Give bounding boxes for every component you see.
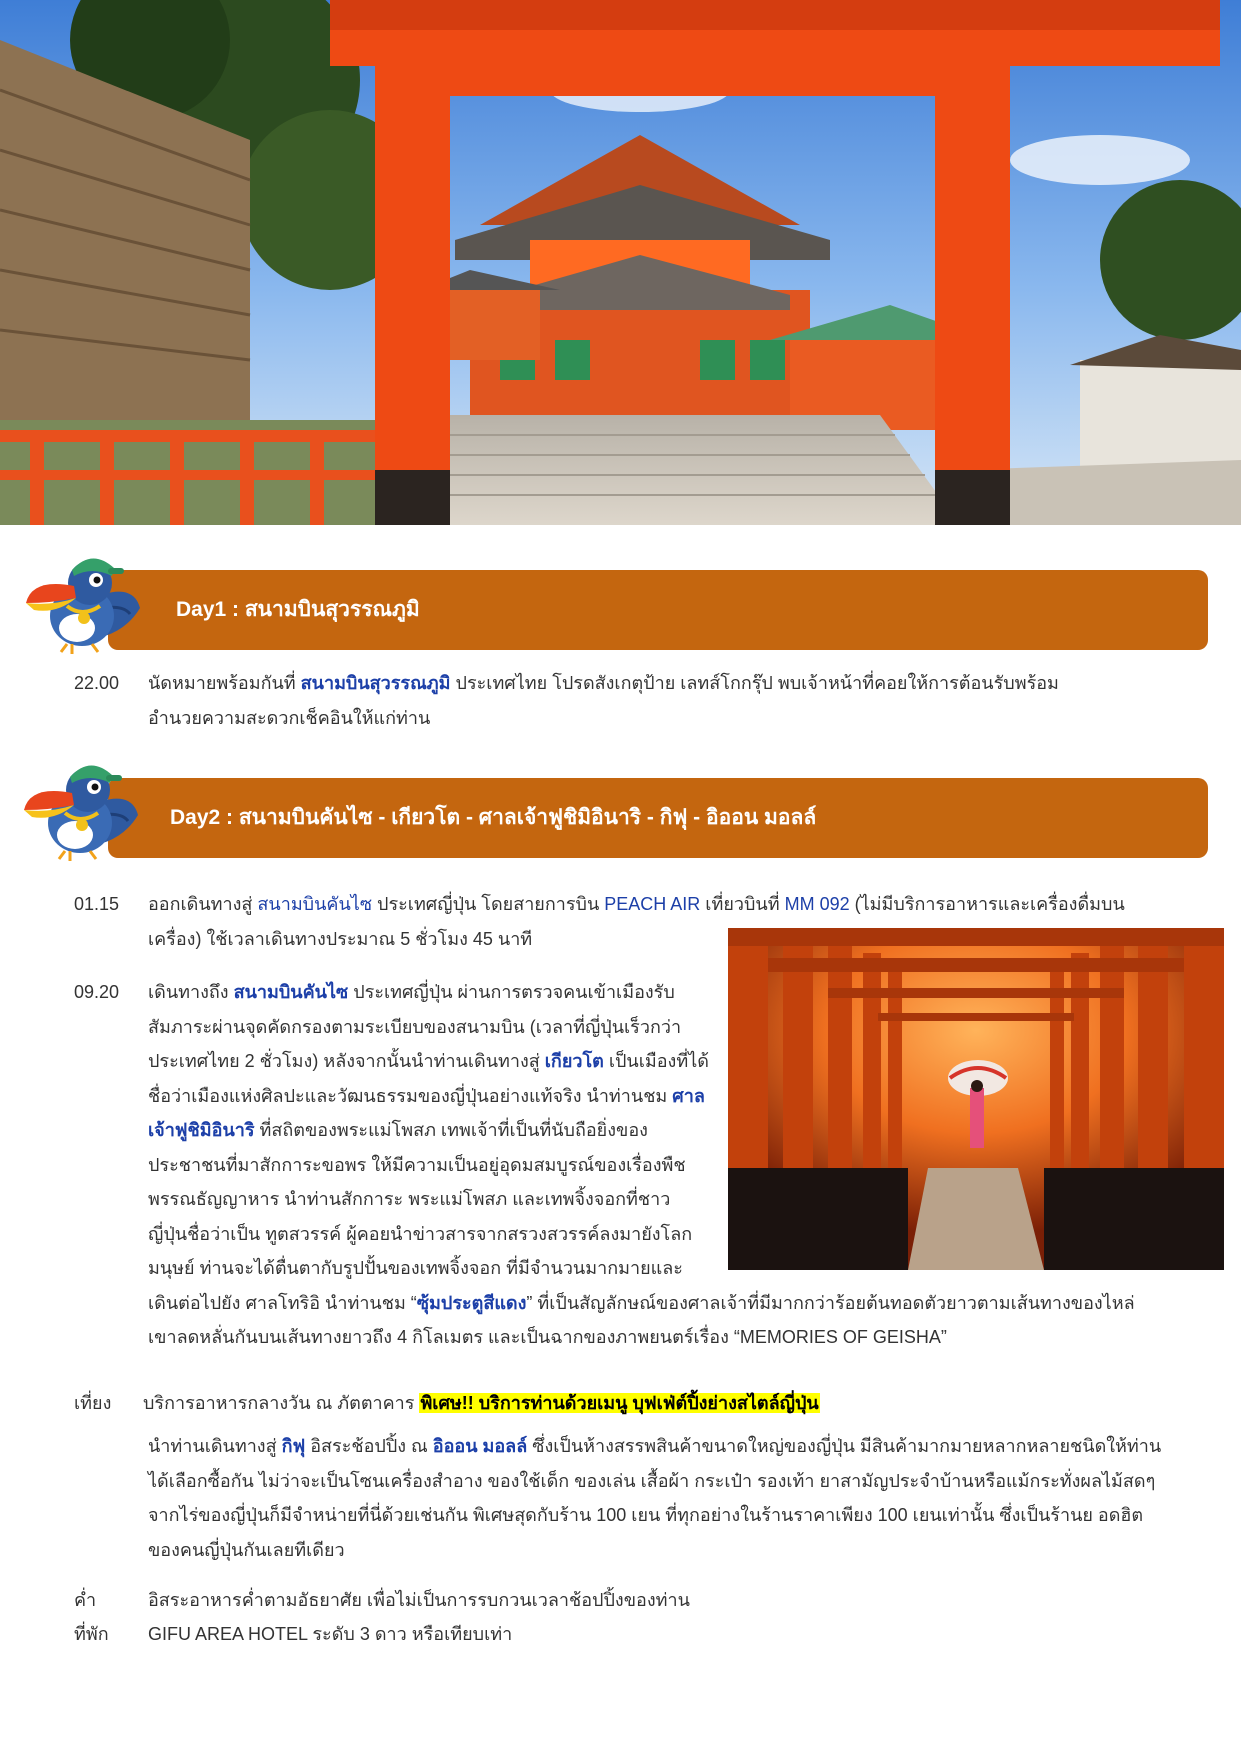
text: เดินทางถึง	[148, 982, 234, 1002]
lunch-highlight: พิเศษ!! บริการท่านด้วยเมนู บุฟเฟ่ต์ปิ้งย่างสไตล์ญี่ปุ่น	[420, 1393, 819, 1413]
dinner-text: อิสระอาหารค่ำตามอัธยาศัย เพื่อไม่เป็นการรบกวนเวลาช้อปปิ้งของท่าน	[148, 1590, 690, 1610]
place-fushimi-inari: ศาล	[672, 1085, 705, 1106]
place-kansai: สนามบินคันไซ	[233, 982, 349, 1002]
text: นำท่านเดินทางสู่	[148, 1436, 282, 1456]
place-red-gates: ซุ้มประตูสีแดง	[416, 1292, 527, 1313]
place-kyoto: เกียวโต	[544, 1051, 604, 1071]
text: จากไร่ของญี่ปุ่นก็มีจำหน่ายที่นี่ด้วยเช่นกัน พิเศษสุดกับร้าน 100 เยน ที่ทุกอย่างในร้านราคาเพียง 100 เยนเท่านั้น ซึ่งเป็นร้านย อดฮิต	[148, 1505, 1144, 1525]
day1-banner	[108, 570, 1208, 650]
text: ชื่อว่าเมืองแห่งศิลปะและวัฒนธรรมของญี่ปุ่นอย่างแท้จริง นำท่านชม	[148, 1085, 673, 1106]
text: ประเทศญี่ปุ่น โดยสายการบิน	[372, 894, 605, 914]
place-gifu: กิฟุ	[281, 1436, 306, 1456]
place-suvarnabhumi: สนามบินสุวรรณภูมิ	[300, 673, 451, 693]
shopping-text	[148, 1429, 1208, 1567]
time-2200: 22.00	[74, 673, 120, 693]
text: สัมภาระผ่านจุดคัดกรองตามระเบียบของสนามบิน (เวลาที่ญี่ปุ่นเร็วกว่า	[148, 1016, 682, 1037]
text: เป็นเมืองที่ได้	[603, 1051, 709, 1071]
place-aeon-mall: อิออน มอลล์	[432, 1436, 528, 1456]
place-kansai: สนามบินคันไซ	[257, 894, 373, 914]
day1-title: Day1 : สนามบินสุวรรณภูมิ	[176, 598, 420, 621]
text: (ไม่มีบริการอาหารและเครื่องดื่มบน	[849, 894, 1125, 914]
text: มนุษย์ ท่านจะได้ตื่นตากับรูปปั้นของเทพจิ้งจอก ที่มีจำนวนมากมายและ	[148, 1258, 683, 1278]
text: อำนวยความสะดวกเช็คอินให้แก่ท่าน	[148, 707, 431, 728]
text: ประเทศไทย โปรดสังเกตุป้าย เลทส์โกกรุ๊ป พบเจ้าหน้าที่คอยให้การต้อนรับพร้อม	[450, 673, 1059, 693]
airline-name: PEACH AIR	[604, 894, 701, 914]
lunch-text	[143, 1388, 820, 1417]
text: ซึ่งเป็นห้างสรรพสินค้าขนาดใหญ่ของญี่ปุ่น มีสินค้ามากมายหลากหลายชนิดให้ท่าน	[527, 1436, 1162, 1456]
toucan-mascot-icon	[20, 755, 140, 869]
day2-title: Day2 : สนามบินคันไซ - เกียวโต - ศาลเจ้าฟูชิมิอินาริ - กิฟุ - อิออน มอลล์	[170, 806, 817, 829]
hotel-label: ที่พัก	[74, 1624, 109, 1644]
text: เที่ยวบินที่	[700, 894, 785, 914]
text: ประเทศไทย 2 ชั่วโมง) หลังจากนั้นนำท่านเดินทางสู่	[148, 1051, 545, 1071]
day2-banner	[108, 778, 1208, 858]
text: ญี่ปุ่นชื่อว่าเป็น ทูตสวรรค์ ผู้คอยนำข่าวสารจากสรวงสวรรค์ลงมายังโลก	[148, 1223, 693, 1244]
text: เดินต่อไปยัง ศาลโทริอิ นำท่านชม “	[148, 1292, 417, 1313]
hotel-text: GIFU AREA HOTEL ระดับ 3 ดาว หรือเทียบเท่า	[148, 1624, 513, 1644]
text: ” ที่เป็นสัญลักษณ์ของศาลเจ้าที่มีมากกว่าร้อยต้นทอดตัวยาวตามเส้นทางของไหล่	[526, 1292, 1135, 1313]
text: ของคนญี่ปุ่นกันเลยทีเดียว	[148, 1539, 345, 1560]
time-0920: 09.20	[74, 982, 120, 1002]
text: ประชาชนที่มาสักการะขอพร ให้มีความเป็นอยู่อุดมสมบูรณ์ของเรื่องพืช	[148, 1154, 686, 1175]
text: ได้เลือกซื้อกัน ไม่ว่าจะเป็นโซนเครื่องสำอาง ของใช้เด็ก ของเล่น เสื้อผ้า กระเป๋า รองเท้า ยาสามัญประจำบ้านหรือแม้กระทั่งผลไม้สดๆ	[148, 1470, 1156, 1491]
text: นัดหมายพร้อมกันที่	[148, 673, 301, 693]
text: ที่สถิตของพระแม่โพสภ เทพเจ้าที่เป็นที่นับถือยิ่งของ	[254, 1120, 648, 1140]
day2-0920-text	[148, 975, 1208, 1355]
text: เขาลดหลั่นกันบนเส้นทางยาวถึง 4 กิโลเมตร และเป็นฉากของภาพยนตร์เรื่อง “MEMORIES OF GEISHA”	[148, 1327, 947, 1347]
place-fushimi-inari: เจ้าฟูชิมิอินาริ	[148, 1120, 255, 1140]
toucan-mascot-icon	[22, 548, 142, 662]
time-0115: 01.15	[74, 894, 120, 914]
flight-number: MM 092	[784, 894, 850, 914]
meal-label-lunch: เที่ยง	[74, 1393, 112, 1413]
hero-photo-fushimi-inari	[0, 0, 1241, 525]
text: ออกเดินทางสู่	[148, 894, 258, 914]
day1-2200-text	[148, 666, 1208, 735]
text: ประเทศญี่ปุ่น ผ่านการตรวจคนเข้าเมืองรับ	[348, 982, 675, 1002]
text: อิสระช้อปปิ้ง ณ	[305, 1436, 433, 1456]
text: บริการอาหารกลางวัน ณ ภัตตาคาร	[143, 1393, 420, 1413]
text: เครื่อง) ใช้เวลาเดินทางประมาณ 5 ชั่วโมง 45 นาที	[148, 928, 533, 949]
meal-label-dinner: ค่ำ	[74, 1590, 97, 1610]
text: พรรณธัญญาหาร นำท่านสักการะ พระแม่โพสภ และเทพจิ้งจอกที่ชาว	[148, 1189, 671, 1209]
